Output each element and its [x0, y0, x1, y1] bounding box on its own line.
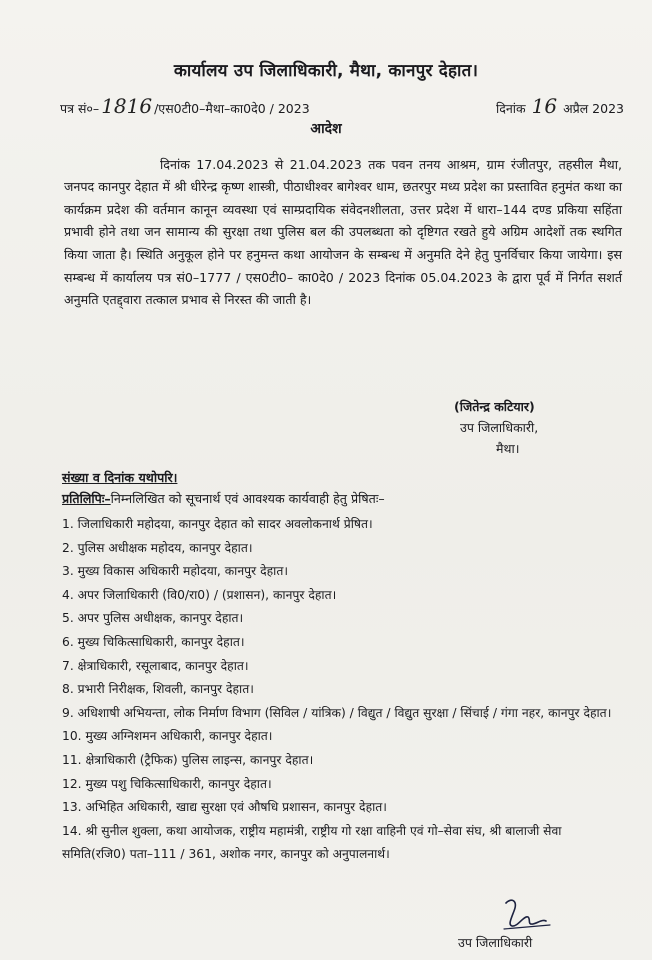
- list-item: 5. अपर पुलिस अधीक्षक, कानपुर देहात।: [62, 611, 244, 626]
- list-item: 10. मुख्य अग्निशमन अधिकारी, कानपुर देहात।: [62, 729, 273, 744]
- list-item: 12. मुख्य पशु चिकित्साधिकारी, कानपुर देहात।: [62, 776, 272, 791]
- list-item: 8. प्रभारी निरीक्षक, शिवली, कानपुर देहात।: [62, 682, 254, 697]
- handwritten-signature: [500, 895, 560, 935]
- letter-number-prefix: पत्र सं०–: [60, 101, 100, 116]
- office-heading: कार्यालय उप जिलाधिकारी, मैथा, कानपुर देहात।: [173, 61, 479, 81]
- date-suffix: अप्रैल 2023: [563, 101, 624, 116]
- order-title: आदेश: [310, 121, 342, 137]
- copy-to-label: प्रतिलिपिः–: [62, 491, 111, 506]
- signatory-block: [454, 396, 538, 459]
- handwritten-day: 16: [531, 94, 558, 118]
- date-prefix: दिनांक: [495, 101, 526, 116]
- list-item: 13. अभिहित अधिकारी, खाद्य सुरक्षा एवं औषधि प्रशासन, कानपुर देहात।: [62, 800, 387, 815]
- list-item: 9. अधिशाषी अभियन्ता, लोक निर्माण विभाग (सिविल / यांत्रिक) / विद्युत / विद्युत सुरक्षा / सिंचाई / गंगा नहर, कानपुर देहात।: [62, 705, 612, 720]
- list-item: 1. जिलाधिकारी महोदया, कानपुर देहात को सादर अवलोकनार्थ प्रेषित।: [62, 517, 373, 531]
- footer-designation: उप जिलाधिकारी: [458, 935, 533, 950]
- letter-number: [60, 94, 310, 118]
- copy-to-text: निम्नलिखित को सूचनार्थ एवं आवश्यक कार्यवाही हेतु प्रेषितः–: [110, 491, 385, 506]
- copy-to-intro: [62, 490, 385, 507]
- reference-heading: संख्या व दिनांक यथोपरि।: [62, 470, 178, 485]
- letter-date: [496, 94, 624, 118]
- list-item: 7. क्षेत्राधिकारी, रसूलाबाद, कानपुर देहात।: [62, 658, 249, 673]
- letter-number-suffix: /एस0टी0–मैथा–का0दे0 / 2023: [154, 101, 310, 116]
- list-item: 14. श्री सुनील शुक्ला, कथा आयोजक, राष्ट्रीय महामंत्री, राष्ट्रीय गो रक्षा वाहिनी एवं गो–सेवा संघ, श्री बालाजी सेवा समिति(रजि0) पता–111 / 361, अशोक नगर, कानपुर को अनुपालनार्थ।: [62, 823, 562, 862]
- order-body: दिनांक 17.04.2023 से 21.04.2023 तक पवन तनय आश्रम, ग्राम रंजीतपुर, तहसील मैथा, जनपद कानपुर देहात में श्री धीरेन्द्र कृष्ण शास्त्री, पीठाधीश्वर बागेश्वर धाम, छतरपुर मध्य प्रदेश का प्रस्तावित हनुमंत कथा का कार्यक्रम प्रदेश की वर्तमान कानून व्यवस्था एवं साम्प्रदायिक संवेदनशीलता, उत्तर प्रदेश में धारा–144 दण्ड प्रकिया सहिंता प्रभावी होने तथा जन सामान्य की सुरक्षा तथा पुलिस बल की उपलब्धता को दृष्टिगत रखते हुये अग्रिम आदेशों तक स्थगित किया जाता है। स्थिति अनुकूल होने पर हनुमन्त कथा आयोजन के सम्बन्ध में अनुमति देने हेतु पुनर्विचार किया जायेगा। इस सम्बन्ध में कार्यालय पत्र सं0–1777 / एस0टी0– का0दे0 / 2023 दिनांक 05.04.2023 के द्वारा पूर्व में निर्गत सशर्त अनुमति एतद्द्वारा तत्काल प्रभाव से निरस्त की जाती है।: [64, 156, 622, 308]
- signatory-place: मैथा।: [496, 441, 520, 456]
- list-item: 11. क्षेत्राधिकारी (ट्रैफिक) पुलिस लाइन्स, कानपुर देहात।: [62, 752, 314, 767]
- list-item: 6. मुख्य चिकित्साधिकारी, कानपुर देहात।: [62, 634, 245, 649]
- list-item: 2. पुलिस अधीक्षक महोदय, कानपुर देहात।: [62, 540, 253, 555]
- copy-to-list: [62, 513, 622, 867]
- handwritten-letter-number: 1816: [101, 94, 153, 118]
- list-item: 3. मुख्य विकास अधिकारी महोदया, कानपुर देहात।: [62, 564, 289, 579]
- signatory-designation: उप जिलाधिकारी,: [460, 420, 539, 435]
- signatory-name: (जितेन्द्र कटियार): [454, 399, 535, 414]
- list-item: 4. अपर जिलाधिकारी (वि0/रा0) / (प्रशासन), कानपुर देहात।: [62, 587, 337, 602]
